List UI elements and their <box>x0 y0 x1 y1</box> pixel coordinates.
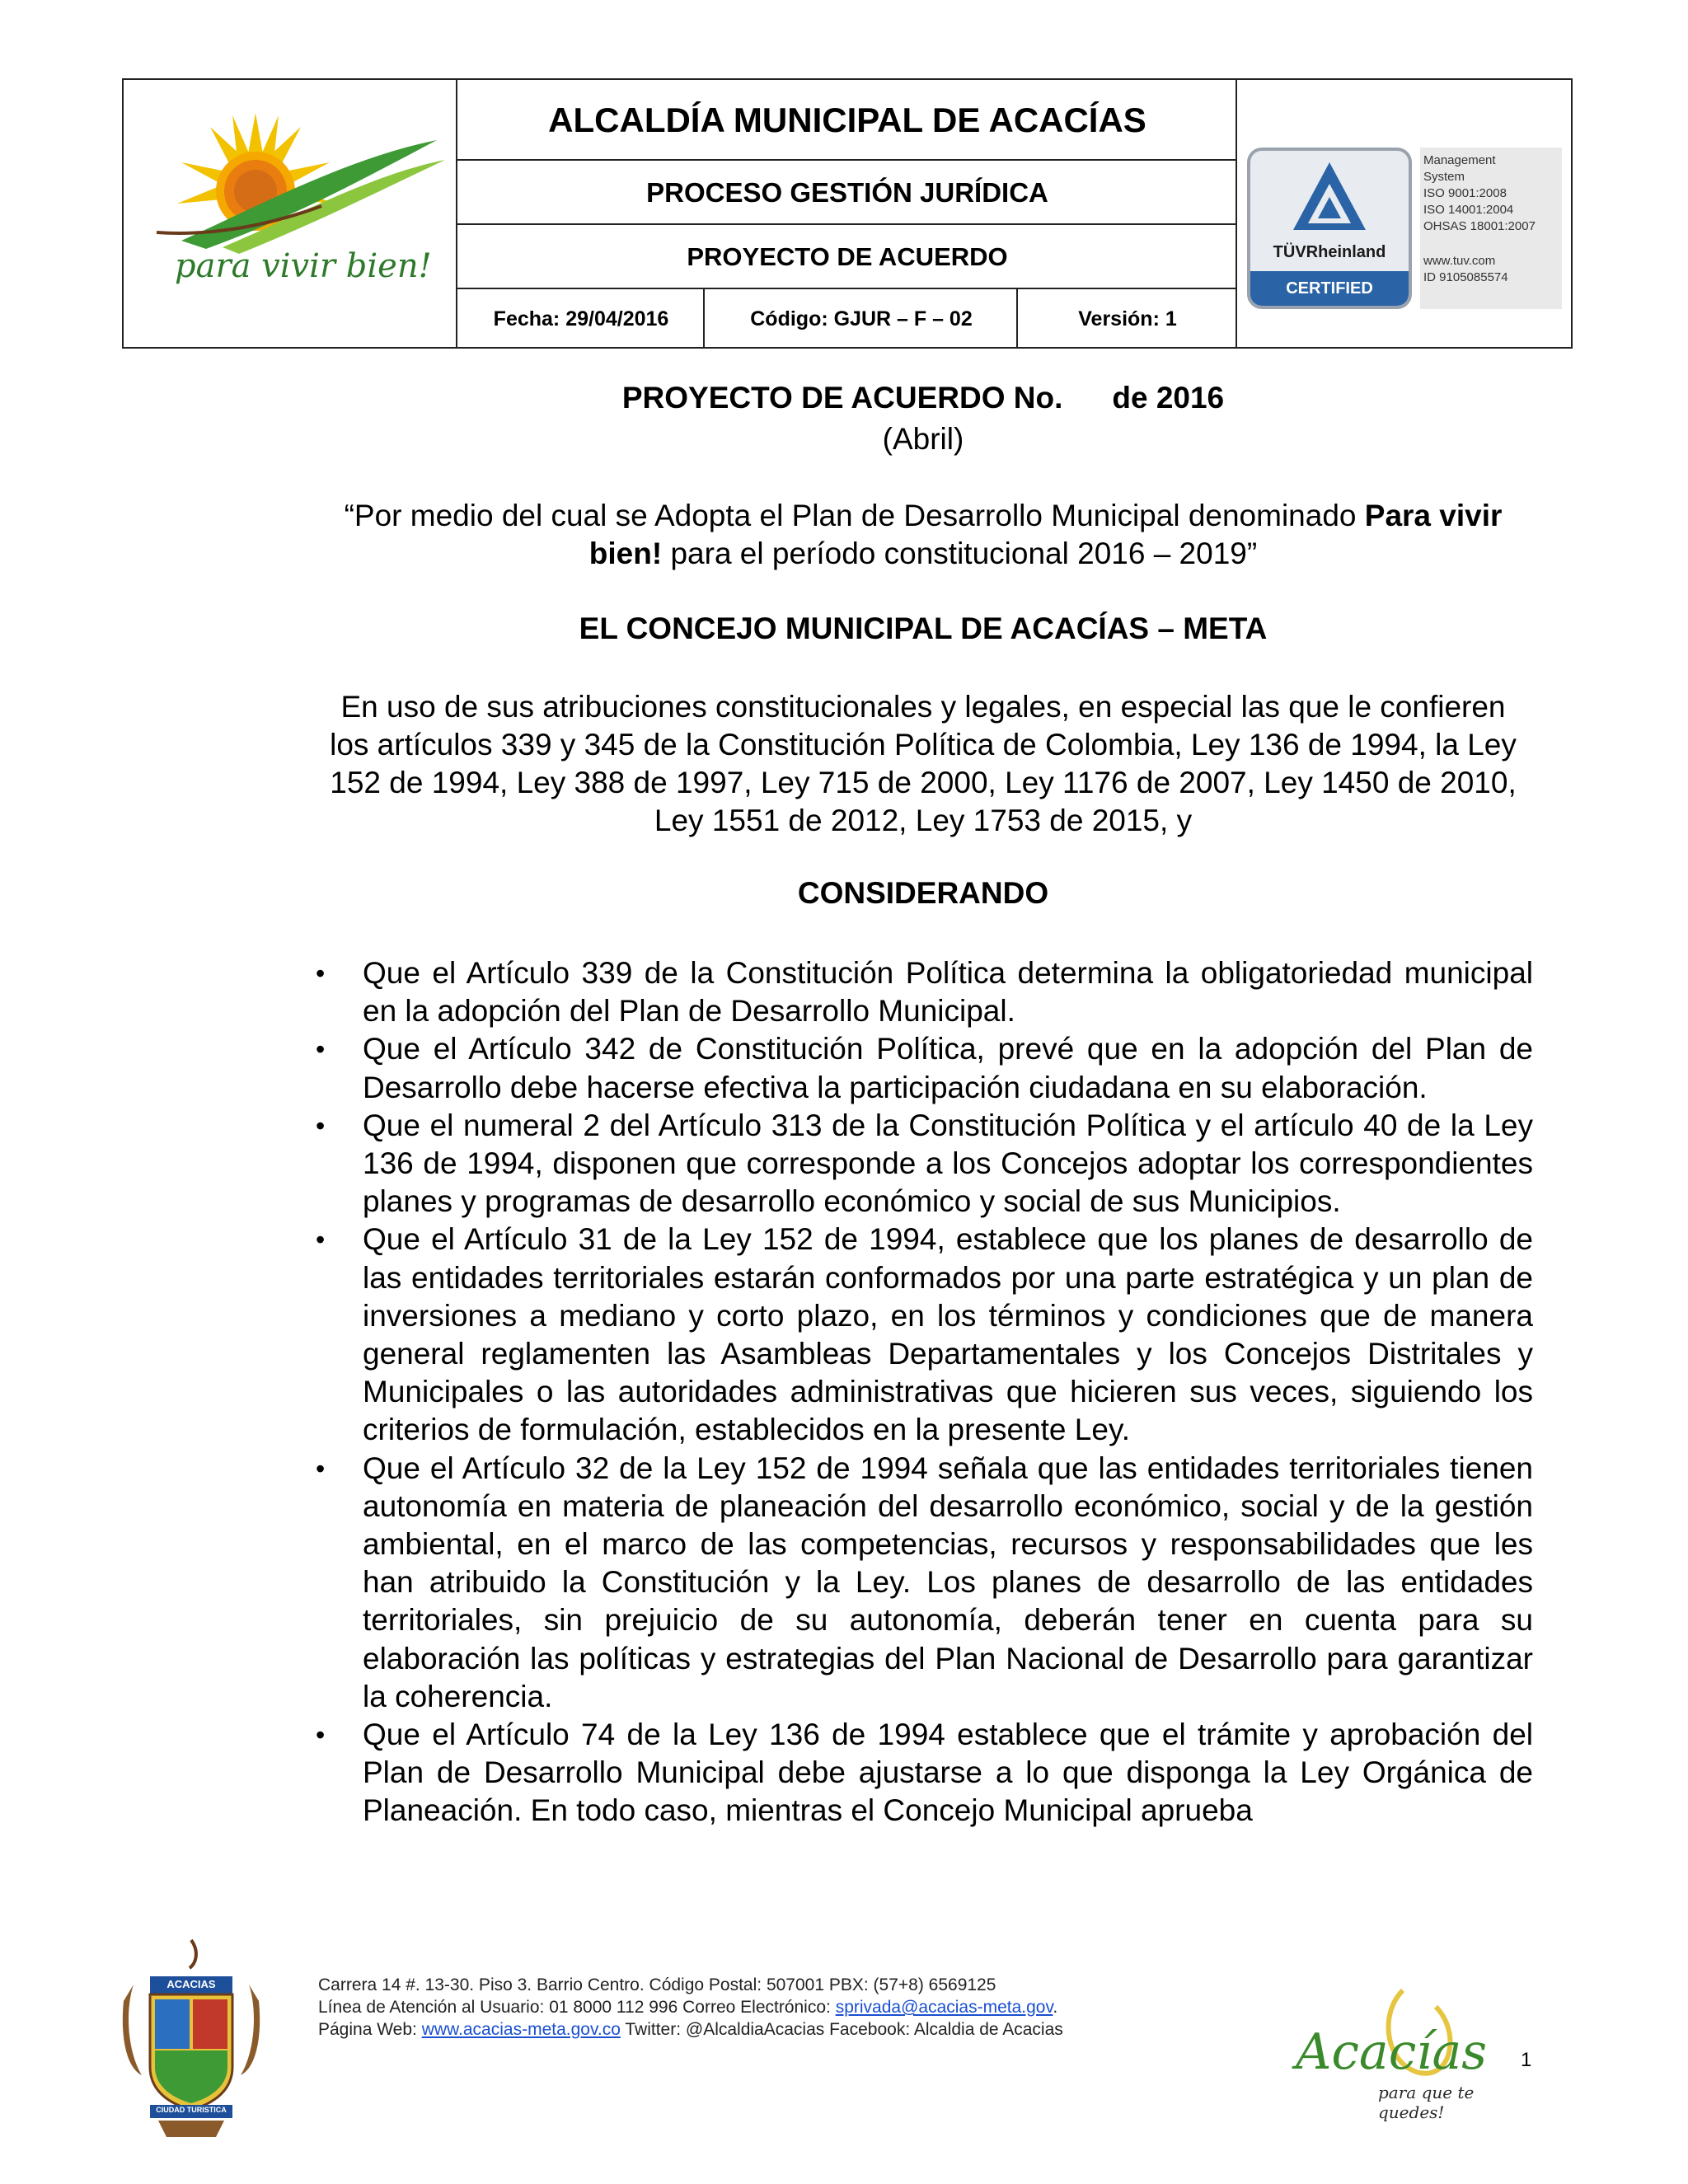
list-item <box>308 1716 1533 1830</box>
list-item-text: Que el Artículo 74 de la Ley 136 de 1994 establece que el trámite y aprobación del Plan de Desarrollo Municipal debe ajustarse a lo que disponga la Ley Orgánica de Planeación. En todo caso, mientras el Concejo Municipal aprueba <box>363 1718 1533 1828</box>
website-link[interactable]: www.acacias-meta.gov.co <box>421 2020 621 2039</box>
list-item-text: Que el Artículo 339 de la Constitución Política determina la obligatoriedad municipal en la adopción del Plan de Desarrollo Municipal. <box>363 956 1533 1029</box>
document-version: Versión: 1 <box>1078 307 1177 330</box>
logo-slogan: para vivir bien! <box>175 247 432 285</box>
tuv-brand: TÜVRheinland <box>1273 243 1386 261</box>
tuv-certification <box>1247 148 1560 309</box>
subject-text: para el período constitucional 2016 – 2019” <box>662 537 1258 570</box>
bullet-icon: • <box>316 1110 326 1141</box>
certified-label: CERTIFIED <box>1250 271 1409 306</box>
agreement-month: (Abril) <box>882 422 964 456</box>
cert-line: ISO 14001:2004 <box>1423 203 1514 217</box>
subject-plan-name: Para vivir bien! <box>588 499 1503 570</box>
list-item <box>308 1030 1533 1106</box>
footer-contact-line <box>318 1996 1063 2018</box>
certification-details <box>1420 148 1562 309</box>
bullet-icon: • <box>316 1034 326 1065</box>
document-type: PROYECTO DE ACUERDO <box>687 242 1008 271</box>
list-item <box>308 1107 1533 1221</box>
para-vivir-bien-logo <box>132 109 453 323</box>
bullet-icon: • <box>316 1720 326 1750</box>
footer-text: Línea de Atención al Usuario: 01 8000 112 996 Correo Electrónico: <box>318 1998 836 2017</box>
tuv-triangle-icon <box>1250 151 1409 241</box>
footer-text: Página Web: <box>318 2020 422 2039</box>
cert-website: www.tuv.com <box>1423 254 1496 268</box>
document-date: Fecha: 29/04/2016 <box>493 307 669 330</box>
list-item <box>308 1450 1533 1716</box>
list-item <box>308 954 1533 1030</box>
bullet-icon: • <box>316 1225 326 1255</box>
list-item-text: Que el numeral 2 del Artículo 313 de la Constitución Política y el artículo 40 de la Ley 136 de 1994, disponen que corresponde a los Concejos adoptar los correspondientes planes y programas de desarrollo económico y social de sus Municipios. <box>363 1108 1533 1219</box>
agreement-subject <box>321 497 1525 573</box>
acacias-tagline: para que te quedes! <box>1378 2083 1475 2122</box>
footer-contact <box>318 1974 1063 2041</box>
process-name: PROCESO GESTIÓN JURÍDICA <box>646 177 1048 208</box>
bullet-icon: • <box>316 1453 326 1483</box>
bullet-icon: • <box>316 958 326 988</box>
acacias-wordmark: Acacías <box>1296 2023 1488 2081</box>
footer-text: Twitter: @AlcaldiaAcacias Facebook: Alcaldia de Acacias <box>620 2020 1063 2039</box>
cert-line: Management <box>1423 153 1496 167</box>
cert-line: ISO 9001:2008 <box>1423 186 1507 200</box>
list-item-text: Que el Artículo 342 de Constitución Política, prevé que en la adopción del Plan de Desarrollo debe hacerse efectiva la participación ciudadana en su elaboración. <box>363 1032 1533 1104</box>
cert-line: System <box>1423 170 1465 184</box>
list-item <box>308 1221 1533 1449</box>
shield-top-label: ACACIAS <box>166 1978 216 1990</box>
list-item-text: Que el Artículo 31 de la Ley 152 de 1994, establece que los planes de desarrollo de las entidades territoriales estarán conformados por una parte estratégica y un plan de inversiones a mediano y corto plazo, en los términos y condiciones que de manera general reglamenten las Asambleas Departamentales y los Concejos Distritales y Municipales o las autoridades administrativas que hicieren sus veces, siguiendo los criterios de formulación, establecidos en la presente Ley. <box>363 1222 1533 1447</box>
considering-heading: CONSIDERANDO <box>797 876 1049 910</box>
acacias-logo <box>1296 1982 1510 2130</box>
tuv-badge <box>1247 148 1412 309</box>
agreement-title-year: de 2016 <box>1112 381 1225 415</box>
agreement-title-number: PROYECTO DE ACUERDO No. <box>621 381 1063 415</box>
considering-list <box>308 954 1533 1830</box>
cert-line: OHSAS 18001:2007 <box>1423 219 1536 233</box>
footer-text: . <box>1053 1998 1058 2017</box>
municipal-shield-logo <box>117 1935 265 2141</box>
subject-text: “Por medio del cual se Adopta el Plan de Desarrollo Municipal denominado <box>344 499 1365 532</box>
shield-bottom-label: CIUDAD TURISTICA <box>156 2106 227 2114</box>
footer-address: Carrera 14 #. 13-30. Piso 3. Barrio Centro. Código Postal: 507001 PBX: (57+8) 6569125 <box>318 1975 996 1994</box>
attributions-paragraph: En uso de sus atribuciones constitucionales y legales, en especial las que le confieren los artículos 339 y 345 de la Constitución Política de Colombia, Ley 136 de 1994, la Ley 152 de 1994, Ley 388 de 1997, Ley 715 de 2000, Ley 1176 de 2007, Ley 1450 de 2010, Ley 1551 de 2012, Ley 1753 de 2015, y <box>330 690 1517 837</box>
page-number: 1 <box>1521 2049 1532 2071</box>
footer-web-line <box>318 2018 1063 2041</box>
list-item-text: Que el Artículo 32 de la Ley 152 de 1994 señala que las entidades territoriales tienen autonomía en materia de planeación del desarrollo económico, social y de la gestión ambiental, en el marco de las competencias, recursos y responsabilidades que les han atribuido la Constitución y la Ley. Los planes de desarrollo de las entidades territoriales, sin prejuicio de su autonomía, deberán tener en cuenta para su elaboración las políticas y estrategias del Plan Nacional de Desarrollo para garantizar la coherencia. <box>363 1451 1533 1713</box>
agreement-title <box>313 381 1533 415</box>
document-header-table <box>122 78 1573 349</box>
council-heading: EL CONCEJO MUNICIPAL DE ACACÍAS – META <box>579 612 1268 645</box>
document-code: Código: GJUR – F – 02 <box>750 307 973 330</box>
municipality-title: ALCALDÍA MUNICIPAL DE ACACÍAS <box>548 101 1146 139</box>
email-link[interactable]: sprivada@acacias-meta.gov <box>835 1998 1053 2017</box>
cert-id: ID 9105085574 <box>1423 270 1508 284</box>
